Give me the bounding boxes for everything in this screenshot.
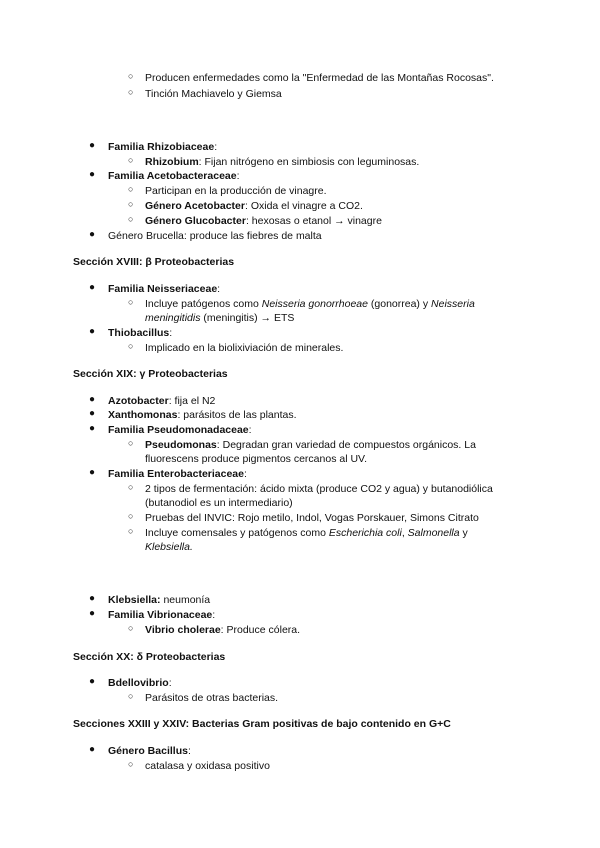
sub-bullet: ○ (128, 759, 134, 769)
list-item: Producen enfermedades como la "Enfermedad de las Montañas Rocosas". (145, 72, 494, 84)
bullet: ● (89, 423, 96, 434)
list-item: Familia Vibrionaceae: (108, 609, 216, 621)
list-item: Klebsiella: neumonía (108, 594, 211, 606)
bullet: ● (89, 326, 96, 337)
section-heading: Sección XX: δ Proteobacterias (73, 651, 226, 663)
list-item: Incluye patógenos como Neisseria gonorrhoeae (gonorrea) y Neisseria (145, 298, 475, 310)
list-item-continuation: fluorescens produce pigmentos cercanos al UV. (145, 453, 367, 465)
bullet: ● (89, 608, 96, 619)
sub-bullet: ○ (128, 438, 134, 448)
list-item: Rhizobium: Fijan nitrógeno en simbiosis con leguminosas. (145, 156, 420, 168)
sub-bullet: ○ (128, 71, 134, 81)
section-heading: Sección XVIII: β Proteobacterias (73, 256, 235, 268)
list-item-continuation: meningitidis (meningitis) → ETS (145, 312, 295, 324)
bullet: ● (89, 140, 96, 151)
list-item: Xanthomonas: parásitos de las plantas. (108, 409, 297, 421)
list-item: Género Bacillus: (108, 745, 191, 757)
sub-bullet: ○ (128, 199, 134, 209)
list-item: Pruebas del INVIC: Rojo metilo, Indol, Vogas Porskauer, Simons Citrato (145, 512, 479, 524)
sub-bullet: ○ (128, 623, 134, 633)
section-heading: Secciones XXIII y XXIV: Bacterias Gram positivas de bajo contenido en G+C (73, 718, 451, 730)
bullet: ● (89, 229, 96, 240)
sub-bullet: ○ (128, 691, 134, 701)
list-item-continuation: Klebsiella. (145, 541, 193, 553)
list-item: Participan en la producción de vinagre. (145, 185, 327, 197)
bullet: ● (89, 593, 96, 604)
bullet: ● (89, 169, 96, 180)
list-item: 2 tipos de fermentación: ácido mixta (produce CO2 y agua) y butanodiólica (145, 483, 493, 495)
list-item: Thiobacillus: (108, 327, 173, 339)
list-item: Vibrio cholerae: Produce cólera. (145, 624, 301, 636)
list-item: Género Acetobacter: Oxida el vinagre a CO2. (145, 200, 363, 212)
list-item: Familia Enterobacteriaceae: (108, 468, 247, 480)
sub-bullet: ○ (128, 214, 134, 224)
sub-bullet: ○ (128, 482, 134, 492)
bullet: ● (89, 676, 96, 687)
list-item: Familia Rhizobiaceae: (108, 141, 218, 153)
list-item: Pseudomonas: Degradan gran variedad de compuestos orgánicos. La (145, 439, 476, 451)
bullet: ● (89, 467, 96, 478)
sub-bullet: ○ (128, 87, 134, 97)
list-item-continuation: (butanodiol es un intermediario) (145, 497, 293, 509)
sub-bullet: ○ (128, 297, 134, 307)
bullet: ● (89, 744, 96, 755)
list-item: Bdellovibrio: (108, 677, 172, 689)
sub-bullet: ○ (128, 511, 134, 521)
list-item: Género Glucobacter: hexosas o etanol → vinagre (145, 215, 382, 227)
list-item: Género Brucella: produce las fiebres de malta (108, 230, 322, 242)
list-item: Azotobacter: fija el N2 (108, 395, 216, 407)
bullet: ● (89, 408, 96, 419)
bullet: ● (89, 394, 96, 405)
sub-bullet: ○ (128, 341, 134, 351)
list-item: Implicado en la biolixiviación de minerales. (145, 342, 344, 354)
list-item: Familia Neisseriaceae: (108, 283, 221, 295)
sub-bullet: ○ (128, 184, 134, 194)
sub-bullet: ○ (128, 155, 134, 165)
list-item: catalasa y oxidasa positivo (145, 760, 270, 772)
list-item: Familia Pseudomonadaceae: (108, 424, 252, 436)
list-item: Tinción Machiavelo y Giemsa (145, 88, 282, 100)
section-heading: Sección XIX: γ Proteobacterias (73, 368, 228, 380)
bullet: ● (89, 282, 96, 293)
sub-bullet: ○ (128, 526, 134, 536)
list-item: Parásitos de otras bacterias. (145, 692, 279, 704)
list-item: Incluye comensales y patógenos como Escherichia coli, Salmonella y (145, 527, 468, 539)
list-item: Familia Acetobacteraceae: (108, 170, 240, 182)
